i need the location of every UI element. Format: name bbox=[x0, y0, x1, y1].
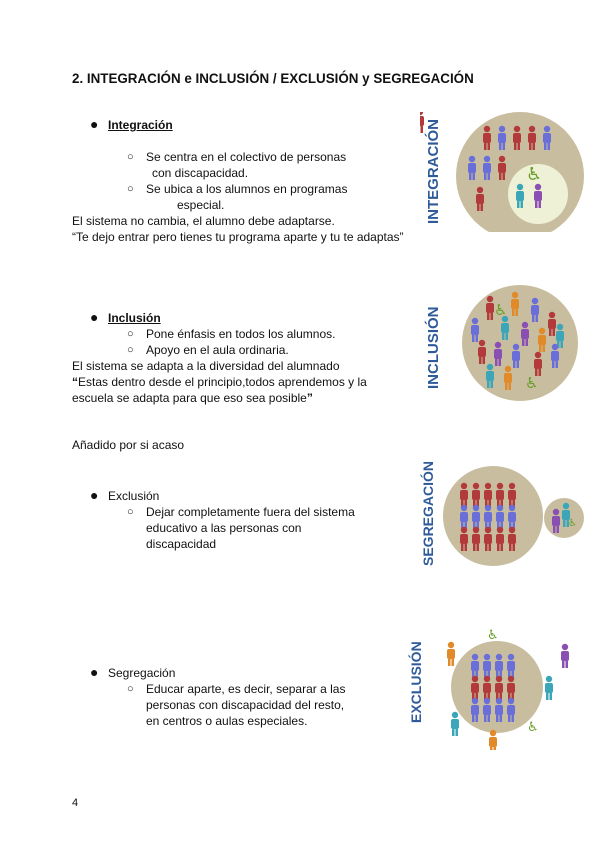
exclusion-figure-label: EXCLUSIÓN bbox=[408, 641, 424, 723]
integracion-figure bbox=[420, 112, 590, 232]
integracion-heading: Integración bbox=[108, 118, 173, 132]
inclusion-figure-label: INCLUSIÓN bbox=[425, 306, 442, 389]
page-number: 4 bbox=[72, 797, 79, 809]
integracion-item: Se ubica a los alumnos en programas bbox=[146, 182, 348, 196]
bullet-dot: ● bbox=[90, 116, 99, 132]
circle-bullet: ○ bbox=[127, 183, 134, 195]
segregacion-item: personas con discapacidad del resto, bbox=[146, 698, 345, 712]
inclusion-line: El sistema se adapta a la diversidad del alumnado bbox=[72, 359, 340, 373]
segregacion-item: en centros o aulas especiales. bbox=[146, 714, 308, 728]
wheelchair-icon: ♿ bbox=[525, 374, 539, 392]
integracion-line: El sistema no cambia, el alumno debe adaptarse. bbox=[72, 214, 335, 228]
segregacion-item: Educar aparte, es decir, separar a las bbox=[146, 682, 346, 696]
integracion-figure-label: INTEGRACIÓN bbox=[425, 119, 442, 224]
bullet-dot: ● bbox=[90, 309, 99, 325]
integracion-quote: “Te dejo entrar pero tienes tu programa aparte y tu te adaptas” bbox=[72, 230, 404, 244]
people-icon-group bbox=[420, 112, 424, 133]
inclusion-quote-text: escuela se adapta para que eso sea posible bbox=[72, 391, 307, 405]
inclusion-quote-text: Estas dentro desde el principio,todos aprendemos y la bbox=[78, 375, 367, 389]
circle-bullet: ○ bbox=[127, 328, 134, 340]
exclusion-heading: Exclusión bbox=[108, 489, 160, 503]
wheelchair-icon: ♿ bbox=[568, 518, 577, 529]
segregacion-heading: Segregación bbox=[108, 666, 176, 680]
exclusion-item: discapacidad bbox=[146, 537, 217, 551]
exclusion-item: educativo a las personas con bbox=[146, 521, 302, 535]
segregacion-figure bbox=[418, 460, 590, 570]
circle-bullet: ○ bbox=[127, 506, 134, 518]
integracion-item: Se centra en el colectivo de personas bbox=[146, 150, 347, 164]
circle-bullet: ○ bbox=[127, 683, 134, 695]
circle-bullet: ○ bbox=[127, 344, 134, 356]
integracion-item: con discapacidad. bbox=[152, 166, 249, 180]
inclusion-item: Pone énfasis en todos los alumnos. bbox=[146, 327, 336, 341]
inclusion-quote-line bbox=[72, 374, 367, 390]
inclusion-figure bbox=[420, 285, 590, 405]
wheelchair-icon: ♿ bbox=[526, 164, 543, 185]
exclusion-item: Dejar completamente fuera del sistema bbox=[146, 505, 355, 519]
bullet-dot: ● bbox=[90, 664, 99, 680]
wheelchair-icon: ♿ bbox=[487, 628, 499, 643]
inclusion-quote-line bbox=[72, 390, 313, 406]
wheelchair-icon: ♿ bbox=[494, 301, 508, 319]
note-text: Añadido por si acaso bbox=[72, 438, 185, 452]
quote-close: ” bbox=[306, 391, 313, 405]
section-title: 2. INTEGRACIÓN e INCLUSIÓN / EXCLUSIÓN y SEGREGACIÓN bbox=[72, 71, 474, 86]
bullet-dot: ● bbox=[90, 487, 99, 503]
wheelchair-icon: ♿ bbox=[527, 720, 539, 735]
segregacion-figure-label: SEGREGACIÓN bbox=[420, 460, 436, 566]
integracion-item: especial. bbox=[177, 198, 225, 212]
inclusion-heading: Inclusión bbox=[108, 311, 161, 325]
exclusion-figure bbox=[405, 625, 575, 750]
circle-bullet: ○ bbox=[127, 151, 134, 163]
inclusion-item: Apoyo en el aula ordinaria. bbox=[146, 343, 289, 357]
quote-open: “ bbox=[72, 375, 78, 389]
